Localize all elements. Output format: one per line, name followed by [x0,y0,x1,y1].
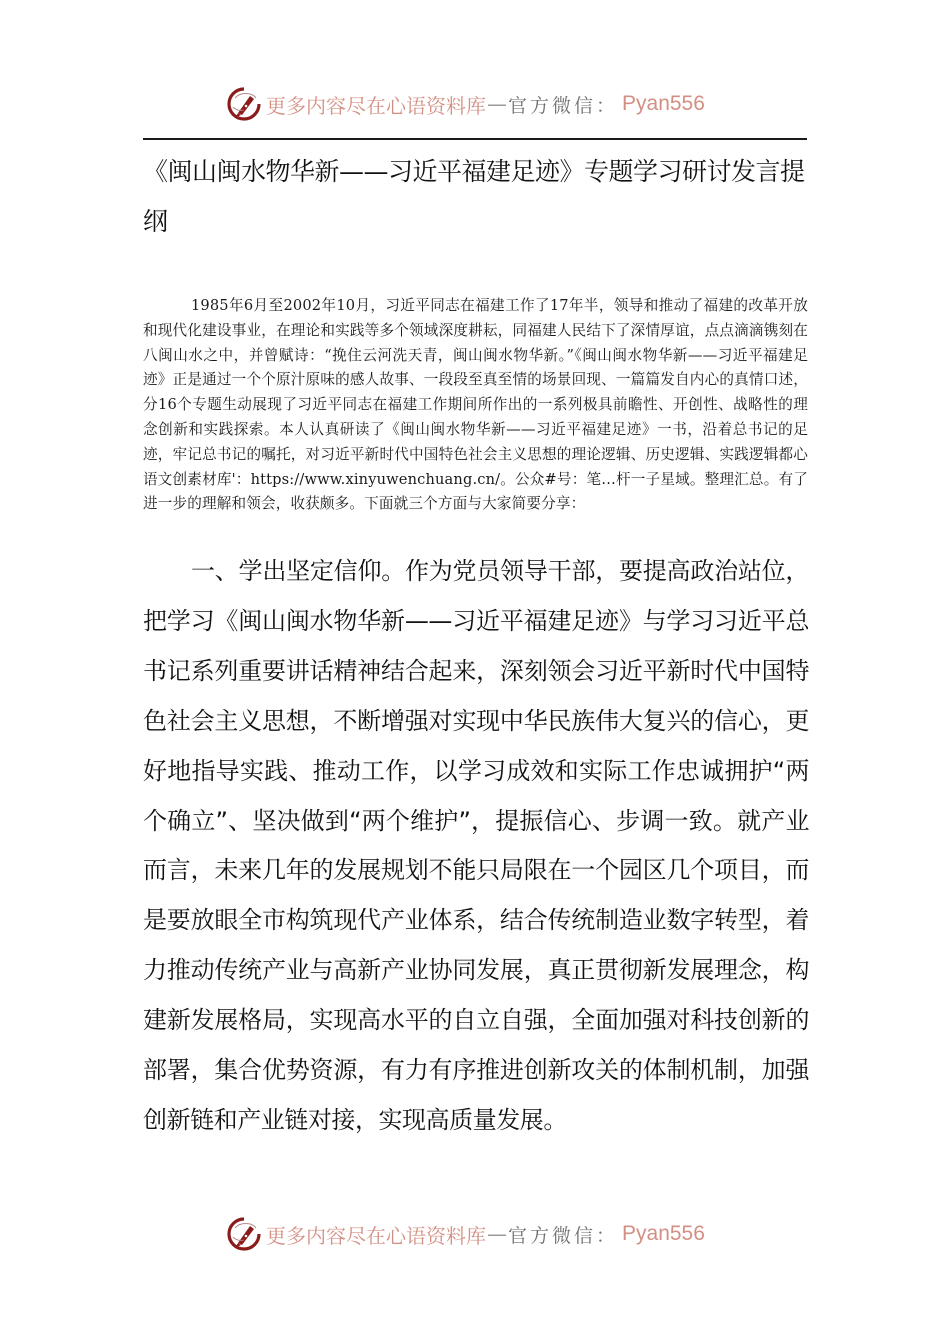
banner-dash: — [487,1222,507,1246]
banner-wechat-id: Pyan556 [622,92,705,115]
document-title: 《闽山闽水物华新——习近平福建足迹》专题学习研讨发言提纲 [143,157,805,236]
section-one-paragraph: 一、学出坚定信仰。作为党员领导干部，要提高政治站位，把学习《闽山闽水物华新——习近平福建足迹》与学习习近平总书记系列重要讲话精神结合起来，深刻领会习近平新时代中国特色社会主义思想，不断增强对实现中华民族伟大复兴的信心，更好地指导实践、推动工作，以学习成效和实际工作忠诚拥护“两个确立”、坚决做到“两个维护”，提振信心、步调一致。就产业而言，未来几年的发展规划不能只局限在一个园区几个项目，而是要放眼全市构筑现代产业体系，结合传统制造业数字转型，着力推动传统产业与高新产业协同发展，真正贯彻新发展理念，构建新发展格局，实现高水平的自立自强，全面加强对科技创新的部署，集合优势资源，有力有序推进创新攻关的体制机制，加强创新链和产业链对接，实现高质量发展。 [143,557,809,1134]
banner-dash: — [487,92,507,116]
footer-banner [226,1212,726,1256]
banner-wechat-label: 官方微信： [508,1224,619,1247]
banner-slogan: 更多内容尽在心语资料库 [266,93,486,118]
banner-slogan: 更多内容尽在心语资料库 [266,1223,486,1248]
quill-pen-logo-icon [226,1216,262,1252]
banner-wechat-id: Pyan556 [622,1222,705,1245]
intro-paragraph: 1985年6月至2002年10月，习近平同志在福建工作了17年半，领导和推动了福建的改革开放和现代化建设事业，在理论和实践等多个领域深度耕耘，同福建人民结下了深情厚谊，点点滴滴镌刻在八闽山水之中，并曾赋诗：“挽住云河洗天青，闽山闽水物华新。”《闽山闽水物华新——习近平福建足迹》正是通过一个个原汁原味的感人故事、一段段至真至情的场景回现、一篇篇发自内心的真情口述，分16个专题生动展现了习近平同志在福建工作期间所作出的一系列极具前瞻性、开创性、战略性的理念创新和实践探索。本人认真研读了《闽山闽水物华新——习近平福建足迹》一书，沿着总书记的足迹，牢记总书记的嘱托，对习近平新时代中国特色社会主义思想的理论逻辑、历史逻辑、实践逻辑都心语文创素材库'：https://www.xinyuwenchuang.cn/。公众#号：笔…杆一子星域。整理汇总。有了进一步的理解和领会，收获颇多。下面就三个方面与大家简要分享： [143,297,808,513]
quill-pen-logo-icon [226,86,262,122]
header-banner [226,82,726,126]
header-divider [143,138,807,140]
banner-wechat-label: 官方微信： [508,94,619,117]
